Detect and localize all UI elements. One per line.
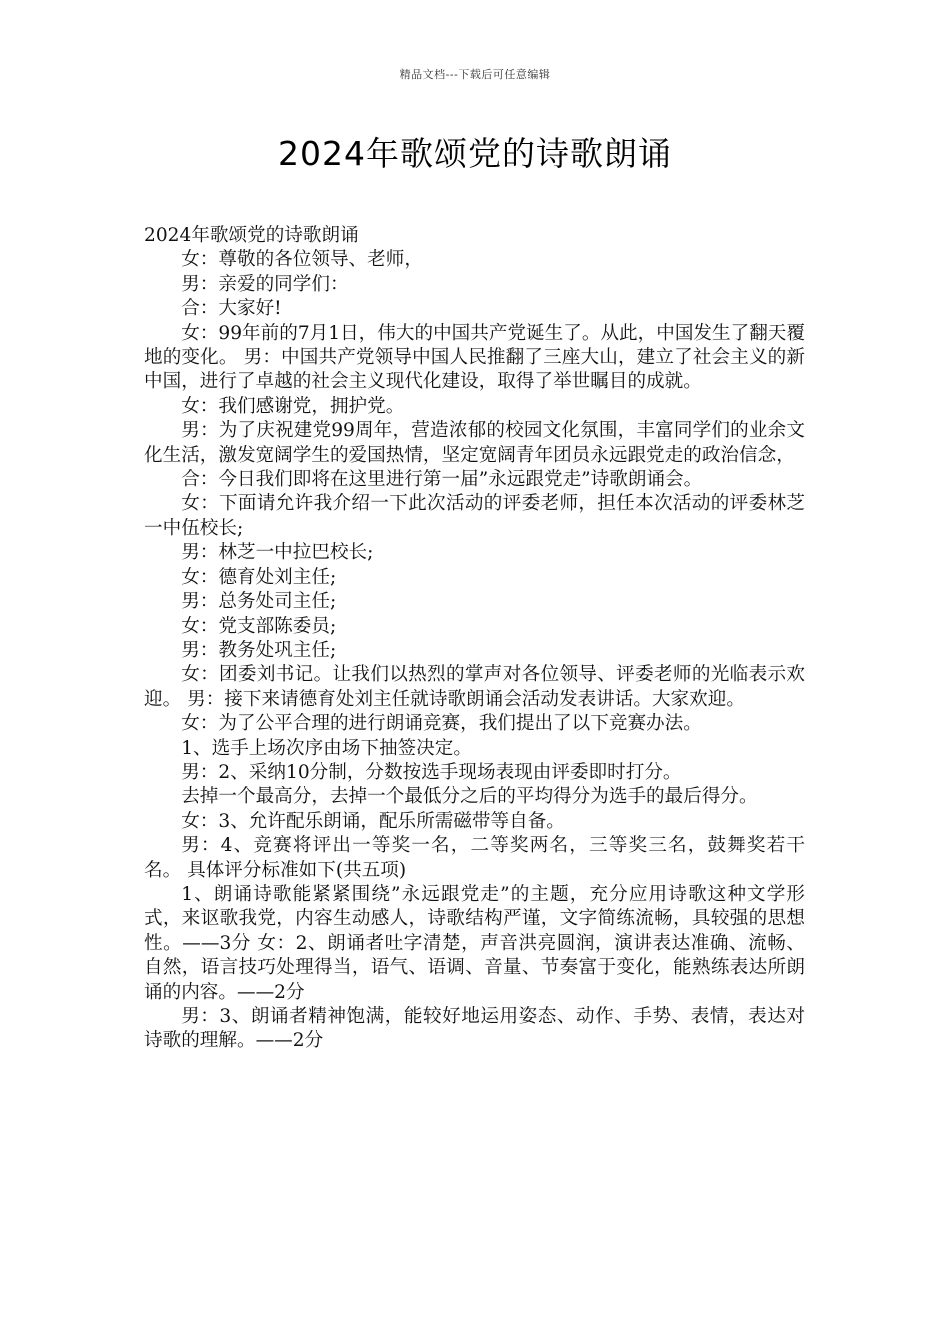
body-paragraph: 男：2、采纳10分制，分数按选手现场表现由评委即时打分。 xyxy=(181,761,682,783)
body-paragraph: 女：团委刘书记。让我们以热烈的掌声对各位领导、评委老师的光临表示欢迎。 男：接下来请德育处刘主任就诗歌朗诵会活动发表讲话。大家欢迎。 xyxy=(144,664,805,710)
document-body xyxy=(144,224,805,1054)
document-title: 2024年歌颂党的诗歌朗诵 xyxy=(278,134,672,173)
body-paragraph: 去掉一个最高分，去掉一个最低分之后的平均得分为选手的最后得分。 xyxy=(181,786,758,808)
body-paragraph: 男：总务处司主任; xyxy=(181,591,337,613)
header-note: 精品文档---下载后可任意编辑 xyxy=(399,68,551,81)
body-paragraph: 女：党支部陈委员; xyxy=(181,615,337,637)
body-paragraph: 1、选手上场次序由场下抽签决定。 xyxy=(181,737,472,759)
body-paragraph: 男：3、朗诵者精神饱满，能较好地运用姿态、动作、手势、表情，表达对诗歌的理解。——2分 xyxy=(144,1006,805,1052)
body-paragraph: 男：教务处巩主任; xyxy=(181,639,337,661)
body-paragraph: 女：99年前的7月1日，伟大的中国共产党诞生了。从此，中国发生了翻天覆地的变化。 男：中国共产党领导中国人民推翻了三座大山，建立了社会主义的新中国，进行了卓越的社会主义现代化建设，取得了举世瞩目的成就。 xyxy=(144,322,805,393)
body-paragraph: 2024年歌颂党的诗歌朗诵 xyxy=(144,225,359,246)
body-paragraph: 1、朗诵诗歌能紧紧围绕”永远跟党走”的主题，充分应用诗歌这种文学形式，来讴歌我党，内容生动感人，诗歌结构严谨，文字简练流畅，具较强的思想性。——3分 女：2、朗诵者吐字清楚，声音洪亮圆润，演讲表达准确、流畅、自然，语言技巧处理得当，语气、语调、音量、节奏富于变化，能熟练表达所朗诵的内容。——2分 xyxy=(144,883,805,1003)
body-paragraph: 女：下面请允许我介绍一下此次活动的评委老师，担任本次活动的评委林芝一中伍校长; xyxy=(144,493,805,539)
body-paragraph: 女：尊敬的各位领导、老师， xyxy=(181,249,423,271)
body-paragraph: 男：亲爱的同学们： xyxy=(181,273,349,295)
body-paragraph: 合：今日我们即将在这里进行第一届”永远跟党走”诗歌朗诵会。 xyxy=(181,469,703,491)
body-paragraph: 女：为了公平合理的进行朗诵竞赛，我们提出了以下竞赛办法。 xyxy=(181,713,702,735)
body-paragraph: 男：为了庆祝建党99周年，营造浓郁的校园文化氛围，丰富同学们的业余文化生活，激发宽阔学生的爱国热情，坚定宽阔青年团员永远跟党走的政治信念， xyxy=(144,420,805,466)
body-paragraph: 女：3、允许配乐朗诵，配乐所需磁带等自备。 xyxy=(181,810,565,832)
body-paragraph: 合：大家好! xyxy=(181,298,282,320)
body-paragraph: 男：4、竞赛将评出一等奖一名，二等奖两名，三等奖三名，鼓舞奖若干名。 具体评分标准如下(共五项) xyxy=(144,835,805,881)
body-paragraph: 女：我们感谢党，拥护党。 xyxy=(181,395,405,417)
body-paragraph: 男：林芝一中拉巴校长; xyxy=(181,542,374,564)
body-paragraph: 女：德育处刘主任; xyxy=(181,566,337,588)
